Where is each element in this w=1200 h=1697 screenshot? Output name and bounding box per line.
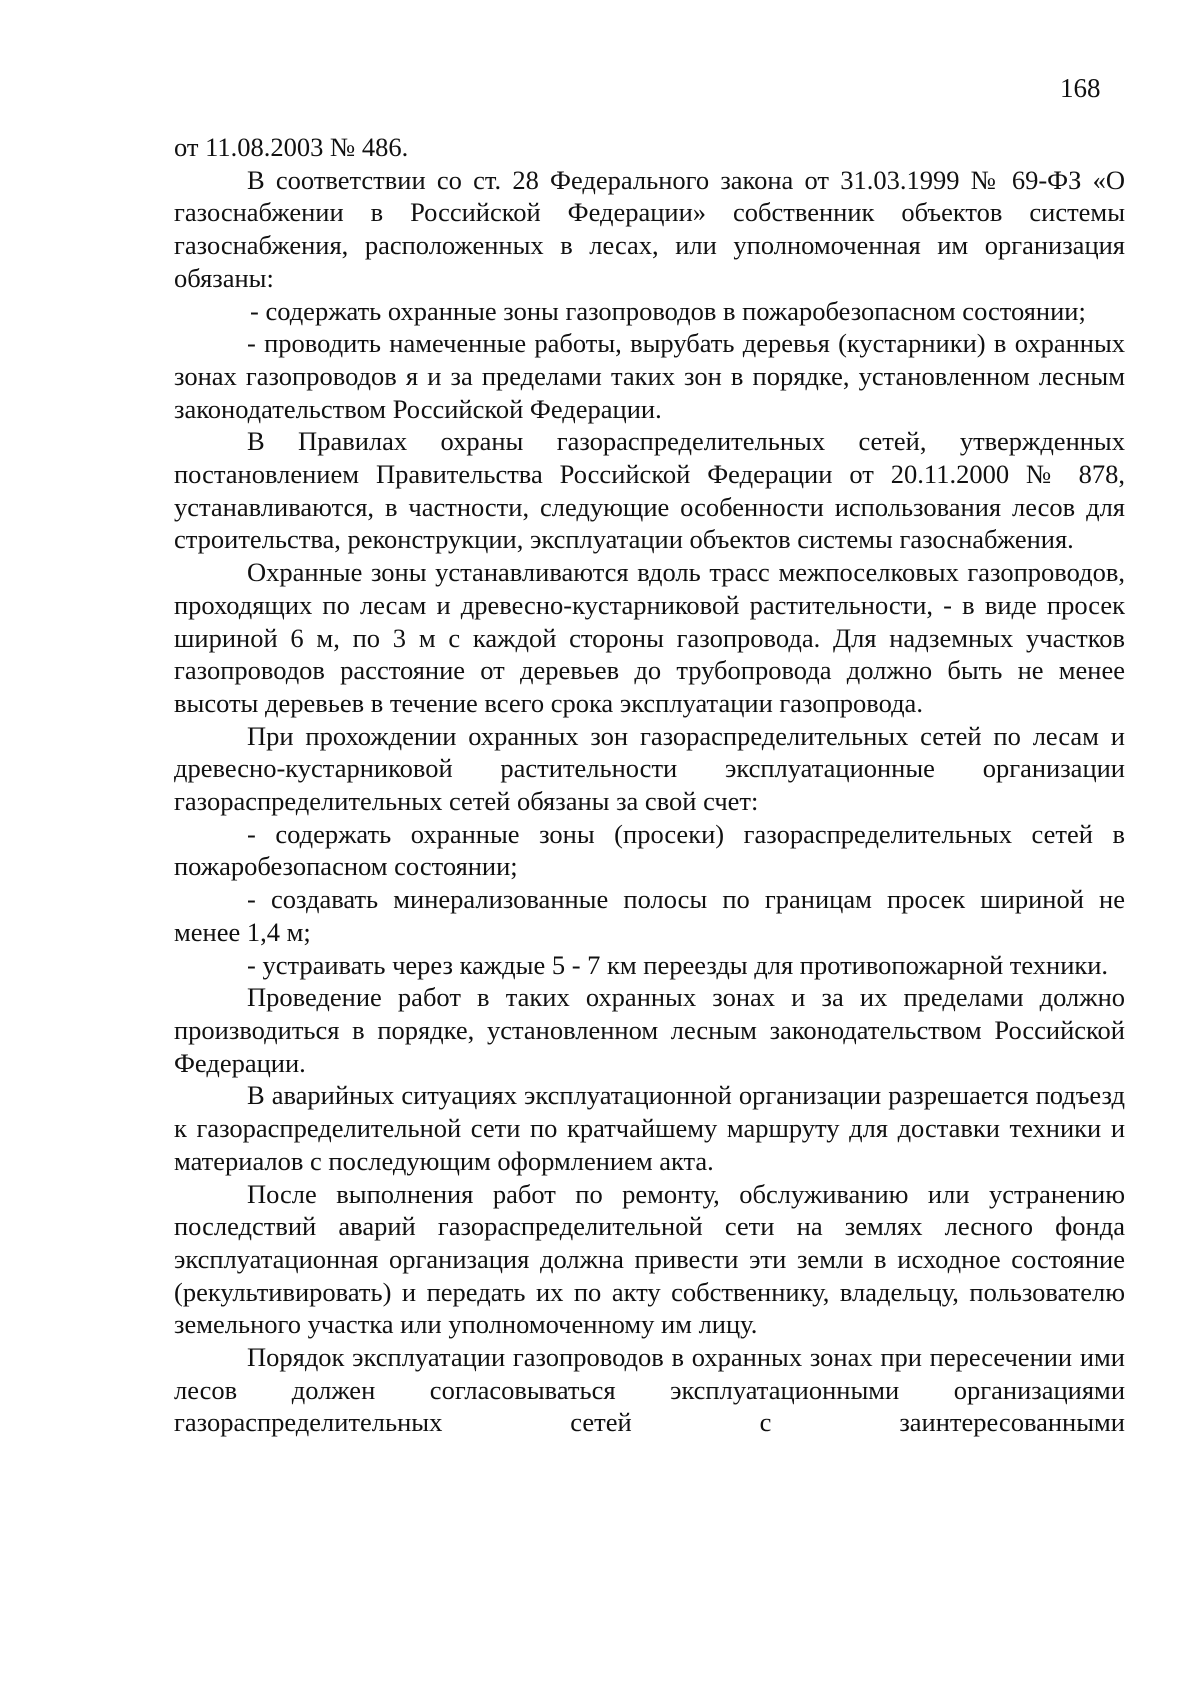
page-number: 168 xyxy=(1060,73,1101,103)
list-item-planned-works: - проводить намеченные работы, вырубать деревья (кустарники) в охранных зонах газопроводов я и за пределами таких зон в порядке, установленном лесным законодательством Российской Федерации. xyxy=(174,328,1125,424)
paragraph-gas-supply-law: В соответствии со ст. 28 Федерального закона от 31.03.1999 № 69-ФЗ «О газоснабжении в Российской Федерации» собственник объектов системы газоснабжения, расположенных в лесах, или уполномоченная им организация обязаны: xyxy=(174,164,1125,293)
paragraph-work-procedure: Проведение работ в таких охранных зонах и за их пределами должно производиться в порядке, установленном лесным законодательством Российской Федерации. xyxy=(174,982,1125,1078)
list-item-mineralized-strips: - создавать минерализованные полосы по границам просек шириной не менее 1,4 м; xyxy=(174,884,1125,947)
list-item-clearings: - содержать охранные зоны (просеки) газораспределительных сетей в пожаробезопасном состоянии; xyxy=(174,818,1125,882)
paragraph-operation-procedure: Порядок эксплуатации газопроводов в охранных зонах при пересечении ими лесов должен согласовываться эксплуатационными организациями газораспределительных сетей с заинтересованными xyxy=(174,1342,1125,1438)
paragraph-protection-zones: Охранные зоны устанавливаются вдоль трасс межпоселковых газопроводов, проходящих по лесам и древесно-кустарниковой растительности, - в виде просек шириной 6 м, по 3 м с каждой стороны газопровода. Для надземных участков газопроводов расстояние от деревьев до трубопровода должно быть не менее высоты деревьев в течение всего срока эксплуатации газопровода. xyxy=(174,557,1125,718)
paragraph-emergency-access: В аварийных ситуациях эксплуатационной организации разрешается подъезд к газораспределительной сети по кратчайшему маршруту для доставки техники и материалов с последующим оформлением акта. xyxy=(174,1080,1125,1176)
paragraph-continuation: от 11.08.2003 № 486. xyxy=(174,132,409,162)
paragraph-operator-duties: При прохождении охранных зон газораспределительных сетей по лесам и древесно-кустарниковой растительности эксплуатационные организации газораспределительных сетей обязаны за свой счет: xyxy=(174,720,1125,817)
document-body xyxy=(174,131,1125,1439)
list-item-fire-safety: - содержать охранные зоны газопроводов в пожаробезопасном состоянии; xyxy=(250,295,1086,326)
paragraph-restoration: После выполнения работ по ремонту, обслуживанию или устранению последствий аварий газораспределительной сети на землях лесного фонда эксплуатационная организация должна привести эти земли в исходное состояние (рекультивировать) и передать их по акту собственнику, владельцу, пользователю земельного участка или уполномоченному им лицу. xyxy=(174,1178,1125,1340)
list-item-crossings: - устраивать через каждые 5 - 7 км переезды для противопожарной техники. xyxy=(247,949,1109,980)
paragraph-protection-rules: В Правилах охраны газораспределительных сетей, утвержденных постановлением Правительства Российской Федерации от 20.11.2000 № 878, устанавливаются, в частности, следующие особенности использования лесов для строительства, реконструкции, эксплуатации объектов системы газоснабжения. xyxy=(174,426,1125,555)
